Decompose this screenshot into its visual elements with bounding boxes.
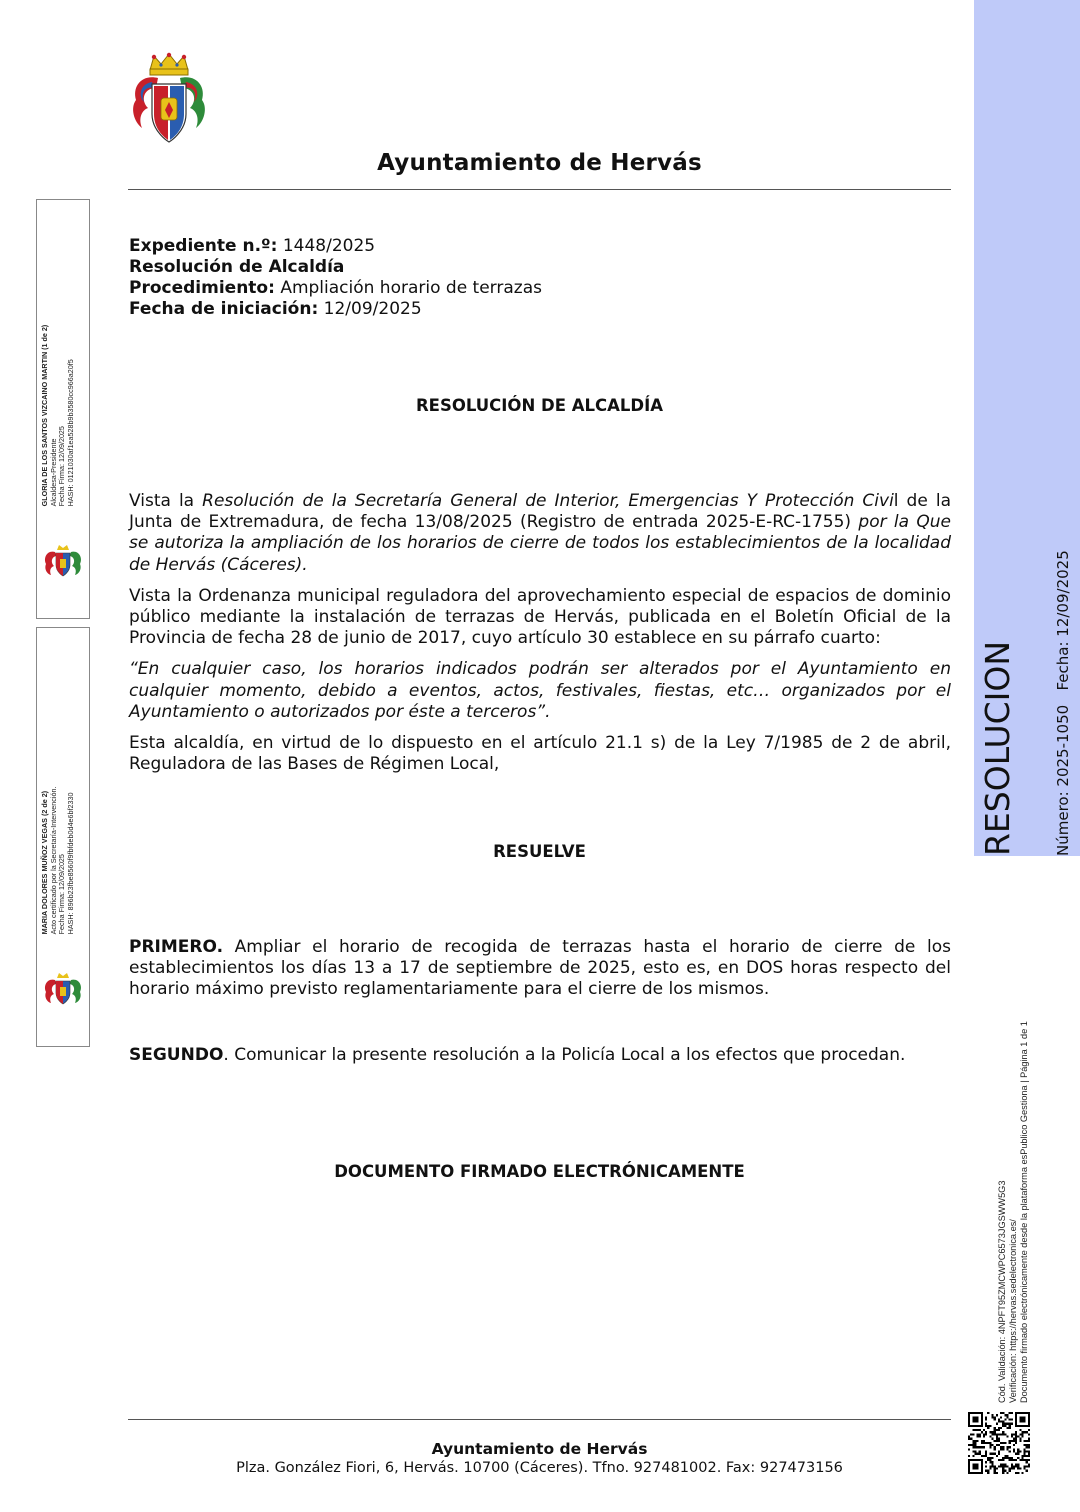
case-metadata <box>129 236 542 320</box>
expediente-line: Expediente n.º: 1448/2025 <box>129 236 376 256</box>
resuelve-heading: RESUELVE <box>493 842 586 861</box>
signed-notice: DOCUMENTO FIRMADO ELECTRÓNICAMENTE <box>334 1162 745 1181</box>
crown-icon <box>150 53 188 75</box>
verification-block <box>997 1021 1030 1403</box>
signature-1-text: GLORIA DE LOS SANTOS VIZCAINO MARTIN (1 de 2) Alcaldesa-Presidente Fecha Firma: 12/09/2025 HASH: 0121030af1ea528b9b3580cc966a20f5 <box>40 324 75 506</box>
paragraph-alcaldia: Esta alcaldía, en virtud de lo dispuesto en el artículo 21.1 s) de la Ley 7/1985 de 2 de abril, Reguladora de las Bases de Régimen Local, <box>129 733 951 775</box>
verification-url[interactable]: Verificación: https://hervas.sedelectronica.es/ <box>1008 1219 1018 1403</box>
resolucion-type: Resolución de Alcaldía <box>129 257 345 277</box>
page-title: Ayuntamiento de Hervás <box>377 150 702 176</box>
signature-panel-1 <box>36 199 90 619</box>
footer-divider <box>128 1419 951 1420</box>
paragraph-vista-ordenanza: Vista la Ordenanza municipal reguladora del aprovechamiento especial de espacios de dominio público mediante la instalación de terrazas de Hervás, publicada en el Boletín Oficial de la Provincia de fecha 28 de junio de 2017, cuyo artículo 30 establece en su párrafo cuarto: <box>129 585 951 649</box>
resolution-heading: RESOLUCIÓN DE ALCALDÍA <box>415 396 664 415</box>
footer-address: Plza. González Fiori, 6, Hervás. 10700 (Cáceres). Tfno. 927481002. Fax: 927473156 <box>236 1460 843 1476</box>
primero-paragraph: PRIMERO. Ampliar el horario de recogida de terrazas hasta el horario de cierre de los establecimientos los días 13 a 17 de septiembre de 2025, esto es, en DOS horas respecto del horario máximo previsto reglamentariamente para el cierre de los mismos. <box>129 937 951 1000</box>
coat-of-arms-logo <box>128 52 210 150</box>
paragraph-vista-resolucion: Vista la Resolución de la Secretaría General de Interior, Emergencias Y Protección Civil de la Junta de Extremadura, de fecha 13/08/2025 (Registro de entrada 2025-E-RC-1755) por la Que se autoriza la ampliación de los horarios de cierre de todos los establecimientos de la localidad de Hervás (Cáceres). <box>129 491 952 575</box>
paragraph-quote: “En cualquier caso, los horarios indicados podrán ser alterados por el Ayuntamiento en cualquier momento, debido a eventos, actos, festivales, fiestas, etc… organizados por el Ayuntamiento o autorizados por éste a terceros”. <box>129 659 951 722</box>
validation-code: Cód. Validación: 4NPFT95ZMCWPC6573JGSWW5G3 <box>997 1180 1007 1403</box>
resolution-band <box>974 0 1080 856</box>
document-body <box>129 491 951 785</box>
band-numero-fecha: Número: 2025-1050 Fecha: 12/09/2025 <box>1054 550 1072 856</box>
fecha-line: Fecha de iniciación: 12/09/2025 <box>129 299 422 319</box>
header-divider <box>128 189 951 190</box>
procedimiento-line: Procedimiento: Ampliación horario de terrazas <box>129 278 542 298</box>
qr-code <box>968 1412 1030 1474</box>
segundo-paragraph: SEGUNDO. Comunicar la presente resolución a la Policía Local a los efectos que procedan. <box>129 1045 906 1065</box>
signature-stamp-icon <box>43 544 83 578</box>
signature-panel-2 <box>36 627 90 1047</box>
platform-note: Documento firmado electrónicamente desde la plataforma esPublico Gestiona | Página 1 de 1 <box>1019 1021 1029 1403</box>
resolution-type-label: RESOLUCION <box>978 640 1017 856</box>
footer-title: Ayuntamiento de Hervás <box>431 1440 648 1458</box>
signature-2-text: MARIA DOLORES MUÑOZ VEGAS (2 de 2) Acto certificado por la Secretaría-Intervención. Fecha Firma: 12/09/2025 HASH: 896b23fbe8560f9fbfdeb0d4e6bf2330 <box>40 786 75 934</box>
signature-stamp-icon <box>43 972 83 1006</box>
